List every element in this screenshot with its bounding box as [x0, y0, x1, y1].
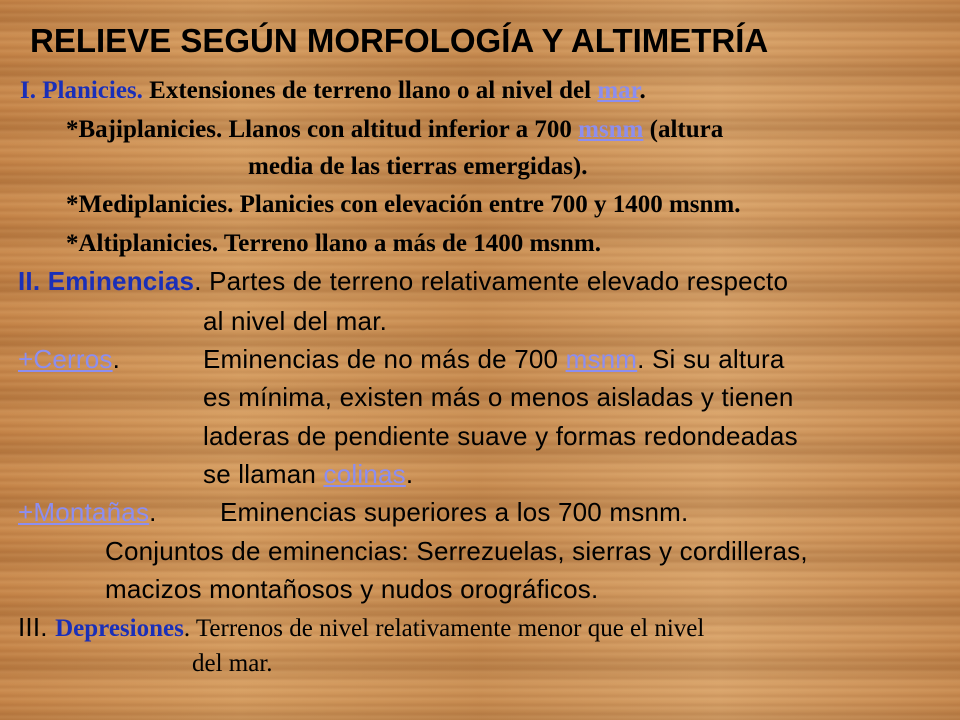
link-msnm-1[interactable]: msnm	[578, 116, 644, 143]
eminencias-heading: II. Eminencias	[18, 266, 195, 296]
eminencias-line-1	[18, 266, 788, 297]
bajiplanicies-text: *Bajiplanicies. Llanos con altitud inferior a 700	[66, 116, 579, 143]
cerros-text-post: . Si su altura	[637, 344, 785, 374]
link-montanas[interactable]: +Montañas	[18, 497, 150, 527]
depresiones-line-2: del mar.	[192, 650, 273, 677]
montanas-line-2: Conjuntos de eminencias: Serrezuelas, sierras y cordilleras,	[105, 536, 808, 566]
depresiones-text: . Terrenos de nivel relativamente menor que el nivel	[183, 615, 705, 642]
cerros-colinas-pre: se llaman	[203, 459, 324, 489]
link-colinas[interactable]: colinas	[323, 459, 406, 489]
cerros-label	[18, 344, 120, 375]
montanas-label	[18, 497, 157, 528]
cerros-line-3: laderas de pendiente suave y formas redondeadas	[203, 421, 798, 451]
eminencias-line-2: al nivel del mar.	[203, 306, 388, 336]
cerros-line-1	[203, 344, 784, 375]
depresiones-number: III.	[18, 612, 56, 642]
cerros-text: Eminencias de no más de 700	[203, 344, 566, 374]
eminencias-text: . Partes de terreno relativamente elevado respecto	[194, 266, 789, 296]
depresiones-heading: Depresiones	[55, 615, 184, 642]
mediplanicies-line: *Mediplanicies. Planicies con elevación entre 700 y 1400 msnm.	[66, 191, 741, 218]
montanas-dot: .	[149, 497, 157, 527]
cerros-line-2: es mínima, existen más o menos aisladas y tienen	[203, 382, 794, 412]
planicies-heading: I. Planicies.	[20, 77, 143, 104]
page-title: RELIEVE SEGÚN MORFOLOGÍA Y ALTIMETRÍA	[30, 22, 769, 59]
link-msnm-2[interactable]: msnm	[565, 344, 638, 374]
link-mar[interactable]: mar	[597, 77, 640, 104]
planicies-end: .	[639, 77, 646, 104]
cerros-line-4	[203, 459, 413, 490]
bajiplanicies-line-2: media de las tierras emergidas).	[248, 153, 588, 180]
montanas-line-3: macizos montañosos y nudos orográficos.	[105, 574, 599, 604]
link-cerros[interactable]: +Cerros	[18, 344, 113, 374]
planicies-line	[20, 77, 646, 105]
cerros-colinas-post: .	[405, 459, 414, 489]
altiplanicies-line: *Altiplanicies. Terreno llano a más de 1400 msnm.	[66, 230, 601, 257]
bajiplanicies-line-1	[66, 116, 723, 144]
depresiones-line-1	[18, 612, 704, 643]
montanas-line-1: Eminencias superiores a los 700 msnm.	[220, 497, 689, 527]
cerros-dot: .	[112, 344, 121, 374]
planicies-text: Extensiones de terreno llano o al nivel del	[142, 77, 598, 104]
bajiplanicies-text-post: (altura	[643, 116, 724, 143]
